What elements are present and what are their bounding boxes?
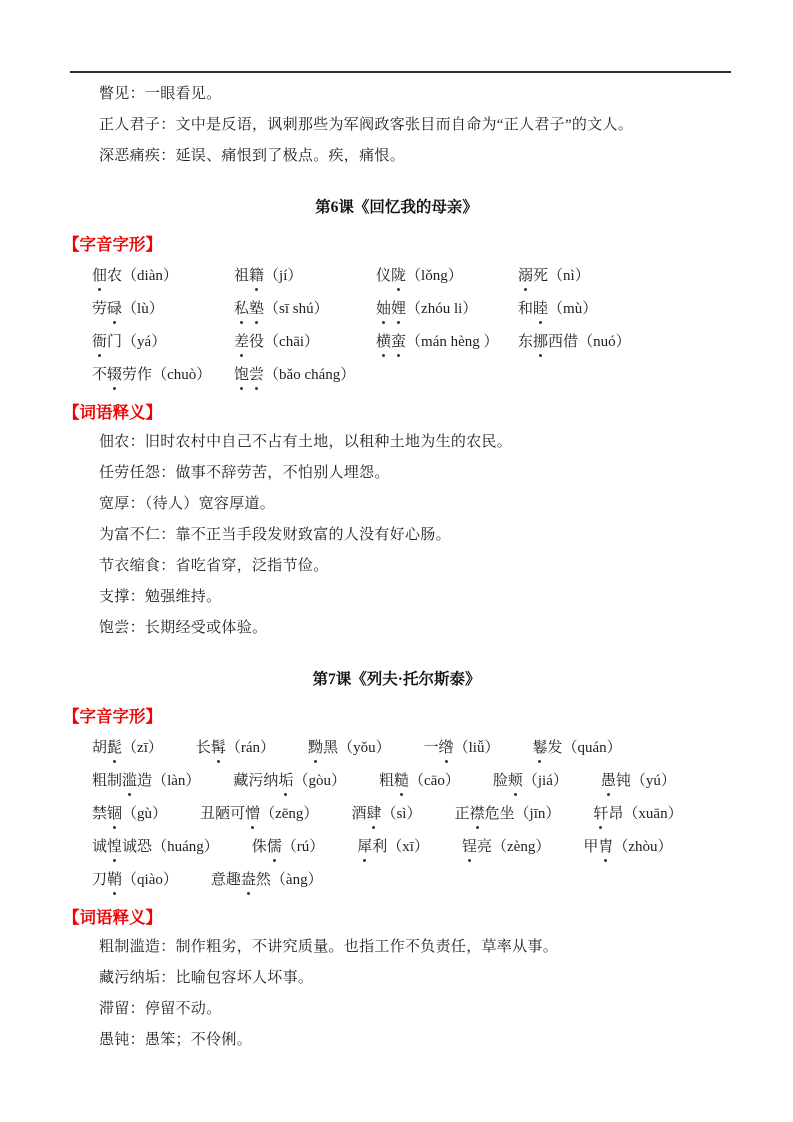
pinyin-row	[92, 300, 793, 319]
vocab-term: 粗制滥造（làn）	[92, 773, 201, 789]
emphasized-char: 睦	[533, 301, 549, 317]
emphasized-char: 颊	[507, 773, 523, 789]
emphasized-char: 轩	[593, 806, 609, 822]
vocab-term: 酒肆（sì）	[351, 806, 422, 822]
pinyin-grid	[92, 267, 793, 385]
definition-item: 愚钝：愚笨；不伶俐。	[99, 1032, 253, 1048]
emphasized-char: 衙	[92, 334, 108, 350]
vocab-term: 仪陇（lǒng）	[376, 268, 463, 284]
vocab-term: 脸颊（jiá）	[492, 773, 568, 789]
definitions-section-heading: 【词语释义】	[63, 908, 162, 927]
emphasized-char: 愚	[600, 773, 616, 789]
vocab-pinyin: （mán hèng ）	[406, 334, 499, 350]
emphasized-char: 垢	[278, 773, 294, 789]
emphasized-char: 肆	[366, 806, 382, 822]
vocab-pinyin: （gòu）	[293, 773, 346, 789]
emphasized-char: 襟	[469, 806, 485, 822]
vocab-term: 黝黑（yǒu）	[308, 740, 391, 756]
definition-item: 节衣缩食：省吃省穿，泛指节俭。	[99, 558, 329, 574]
vocab-term: 长髯（rán）	[195, 740, 276, 756]
emphasized-char: 锢	[107, 806, 123, 822]
vocab-pinyin: （nì）	[548, 268, 590, 284]
vocab-term	[376, 333, 518, 352]
emphasized-char: 蛮	[391, 334, 407, 350]
definition-item: 宽厚：（待人）宽容厚道。	[99, 496, 276, 512]
emphasized-char: 滥	[122, 773, 138, 789]
vocab-pinyin: （sī shú）	[264, 301, 329, 317]
definitions-list	[99, 938, 735, 1049]
vocab-term: 胡髭（zī）	[92, 740, 163, 756]
definition-item: 为富不仁：靠不正当手段发财致富的人没有好心肠。	[99, 527, 451, 543]
pinyin-row	[92, 871, 793, 890]
lesson-title: 第6课《回忆我的母亲》	[315, 199, 478, 216]
emphasized-char: 碌	[107, 301, 123, 317]
vocab-pinyin: （zèng）	[492, 839, 551, 855]
pinyin-row	[92, 267, 793, 286]
pinyin-section-heading: 【字音字形】	[63, 235, 162, 254]
vocab-pinyin: （yú）	[630, 773, 676, 789]
vocab-pinyin: （jí）	[264, 268, 303, 284]
vocab-pinyin: （làn）	[152, 773, 201, 789]
vocab-pinyin: （qiào）	[122, 872, 178, 888]
vocab-term: 意趣盎然（àng）	[210, 872, 323, 888]
vocab-pinyin: （mù）	[548, 301, 598, 317]
vocab-term: 锃亮（zèng）	[461, 839, 551, 855]
vocab-pinyin: （nuó）	[578, 334, 631, 350]
emphasized-char: 鬈	[532, 740, 548, 756]
emphasized-char: 尝	[249, 367, 265, 383]
vocab-term: 侏儒（rú）	[251, 839, 325, 855]
vocab-term: 藏污纳垢（gòu）	[233, 773, 346, 789]
vocab-pinyin: （diàn）	[122, 268, 178, 284]
definitions-section-heading: 【词语释义】	[63, 403, 162, 422]
emphasized-char: 鞘	[107, 872, 123, 888]
definition-item: 正人君子：文中是反语，讽刺那些为军阀政客张目而自命为“正人君子”的文人。	[99, 117, 634, 133]
vocab-term: 和睦（mù）	[518, 301, 598, 317]
vocab-pinyin: （yǒu）	[338, 740, 391, 756]
vocab-pinyin: （cāo）	[409, 773, 460, 789]
definition-item: 瞥见：一眼看见。	[99, 86, 222, 102]
emphasized-char: 儒	[266, 839, 282, 855]
lesson-title: 第7课《列夫·托尔斯泰》	[312, 671, 481, 688]
definition-item: 深恶痛疾：延误、痛恨到了极点。疾，痛恨。	[99, 148, 406, 164]
emphasized-char: 私	[234, 301, 250, 317]
vocab-pinyin: （yá）	[122, 334, 167, 350]
pinyin-row	[92, 366, 793, 385]
vocab-pinyin: （lǒng）	[406, 268, 463, 284]
vocab-pinyin: （xī）	[387, 839, 429, 855]
lesson-6-section	[0, 198, 793, 637]
definition-item: 滞留：停留不动。	[99, 1001, 222, 1017]
emphasized-char: 饱	[234, 367, 250, 383]
pinyin-section-heading: 【字音字形】	[63, 707, 162, 726]
top-definitions	[99, 85, 735, 165]
vocab-term: 丑陋可憎（zēng）	[200, 806, 319, 822]
vocab-pinyin: （xuān）	[623, 806, 683, 822]
vocab-term: 东挪西借（nuó）	[518, 334, 631, 350]
emphasized-char: 娌	[391, 301, 407, 317]
vocab-term: 犀利（xī）	[357, 839, 429, 855]
emphasized-char: 横	[376, 334, 392, 350]
pinyin-row	[92, 805, 793, 824]
vocab-term: 禁锢（gù）	[92, 806, 168, 822]
vocab-term: 祖籍（jí）	[234, 268, 303, 284]
pinyin-row	[92, 838, 793, 857]
emphasized-char: 辍	[107, 367, 123, 383]
vocab-pinyin: （huáng）	[152, 839, 219, 855]
vocab-pinyin: （zī）	[122, 740, 163, 756]
vocab-term: 不辍劳作（chuò）	[92, 367, 212, 383]
emphasized-char: 塾	[249, 301, 265, 317]
vocab-term: 差役（chāi）	[234, 334, 320, 350]
emphasized-char: 妯	[376, 301, 392, 317]
emphasized-char: 差	[234, 334, 250, 350]
definitions-list	[99, 433, 735, 637]
definition-item: 饱尝：长期经受或体验。	[99, 620, 268, 636]
emphasized-char: 髯	[210, 740, 226, 756]
definition-item: 粗制滥造：制作粗劣，不讲究质量。也指工作不负责任，草率从事。	[99, 939, 559, 955]
emphasized-char: 挪	[533, 334, 549, 350]
vocab-term: 甲胄（zhòu）	[583, 839, 673, 855]
emphasized-char: 犀	[357, 839, 373, 855]
vocab-term: 正襟危坐（jīn）	[454, 806, 561, 822]
lesson-7-section	[0, 670, 793, 1049]
emphasized-char: 糙	[393, 773, 409, 789]
vocab-term: 轩昂（xuān）	[593, 806, 683, 822]
vocab-term	[234, 366, 376, 385]
definition-item: 支撑：勉强维持。	[99, 589, 222, 605]
vocab-term: 粗糙（cāo）	[378, 773, 460, 789]
emphasized-char: 溺	[518, 268, 534, 284]
vocab-term: 溺死（nì）	[518, 268, 590, 284]
vocab-pinyin: （jīn）	[514, 806, 561, 822]
pinyin-grid	[92, 739, 793, 890]
vocab-pinyin: （gù）	[122, 806, 168, 822]
vocab-pinyin: （quán）	[562, 740, 622, 756]
emphasized-char: 胄	[598, 839, 614, 855]
emphasized-char: 惶	[107, 839, 123, 855]
vocab-pinyin: （sì）	[381, 806, 422, 822]
vocab-pinyin: （chāi）	[264, 334, 320, 350]
vocab-pinyin: （rú）	[281, 839, 325, 855]
vocab-term: 诚惶诚恐（huáng）	[92, 839, 219, 855]
vocab-term: 刀鞘（qiào）	[92, 872, 178, 888]
emphasized-char: 籍	[249, 268, 265, 284]
vocab-pinyin: （rán）	[225, 740, 276, 756]
emphasized-char: 陇	[391, 268, 407, 284]
vocab-pinyin: （zēng）	[260, 806, 319, 822]
definition-item: 藏污纳垢：比喻包容坏人坏事。	[99, 970, 314, 986]
vocab-term	[376, 300, 518, 319]
definition-item: 佃农：旧时农村中自己不占有土地，以租种土地为生的农民。	[99, 434, 513, 450]
vocab-term: 鬈发（quán）	[532, 740, 622, 756]
vocab-term: 衙门（yá）	[92, 334, 167, 350]
vocab-pinyin: （zhòu）	[613, 839, 673, 855]
header-divider	[70, 71, 731, 73]
vocab-term	[234, 300, 376, 319]
emphasized-char: 憎	[245, 806, 261, 822]
pinyin-row	[92, 772, 793, 791]
pinyin-row	[92, 739, 793, 758]
vocab-pinyin: （jiá）	[522, 773, 568, 789]
vocab-term: 愚钝（yú）	[600, 773, 676, 789]
emphasized-char: 黝	[308, 740, 324, 756]
vocab-term: 佃农（diàn）	[92, 268, 178, 284]
emphasized-char: 盎	[240, 872, 256, 888]
vocab-pinyin: （lù）	[122, 301, 164, 317]
vocab-term: 一绺（liǚ）	[423, 740, 500, 756]
definition-item: 任劳任怨：做事不辞劳苦，不怕别人埋怨。	[99, 465, 390, 481]
emphasized-char: 髭	[107, 740, 123, 756]
vocab-pinyin: （àng）	[270, 872, 323, 888]
emphasized-char: 佃	[92, 268, 108, 284]
emphasized-char: 绺	[438, 740, 454, 756]
vocab-pinyin: （zhóu li）	[406, 301, 478, 317]
vocab-term: 劳碌（lù）	[92, 301, 164, 317]
vocab-pinyin: （chuò）	[152, 367, 212, 383]
emphasized-char: 锃	[461, 839, 477, 855]
vocab-pinyin: （bǎo cháng）	[264, 367, 356, 383]
pinyin-row	[92, 333, 793, 352]
vocab-pinyin: （liǚ）	[453, 740, 500, 756]
